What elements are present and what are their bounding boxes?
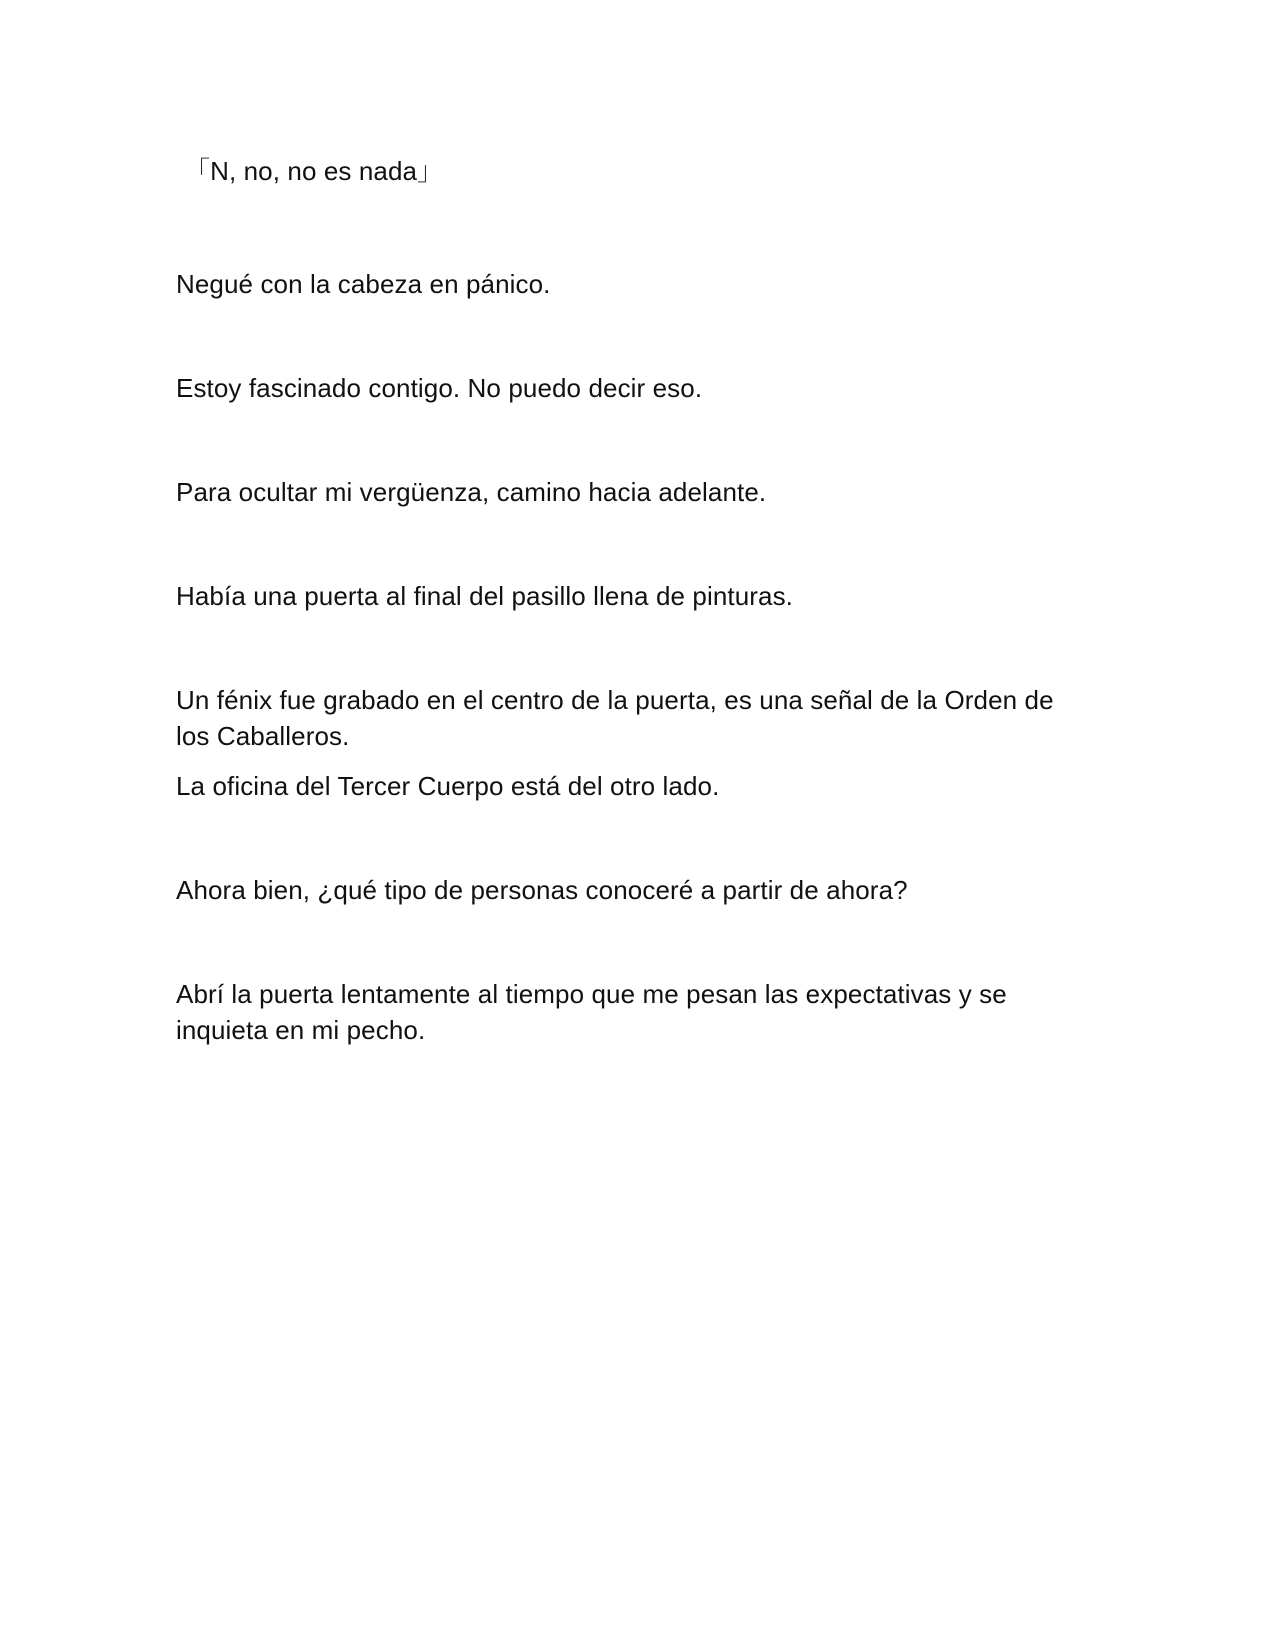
paragraph: Abrí la puerta lentamente al tiempo que me pesan las expectativas y se inquieta en mi pecho. <box>176 979 1007 1045</box>
paragraph: Había una puerta al final del pasillo llena de pinturas. <box>176 581 794 611</box>
paragraph: Estoy fascinado contigo. No puedo decir eso. <box>176 373 703 403</box>
dialogue-line: 「N, no, no es nada」 <box>184 156 444 186</box>
paragraph: Para ocultar mi vergüenza, camino hacia adelante. <box>176 477 767 507</box>
paragraph: Ahora bien, ¿qué tipo de personas conoceré a partir de ahora? <box>176 875 908 905</box>
paragraph: Negué con la cabeza en pánico. <box>176 269 551 299</box>
paragraph: Un fénix fue grabado en el centro de la puerta, es una señal de la Orden de los Caballeros. <box>176 685 1054 751</box>
paragraph: La oficina del Tercer Cuerpo está del otro lado. <box>176 771 720 801</box>
